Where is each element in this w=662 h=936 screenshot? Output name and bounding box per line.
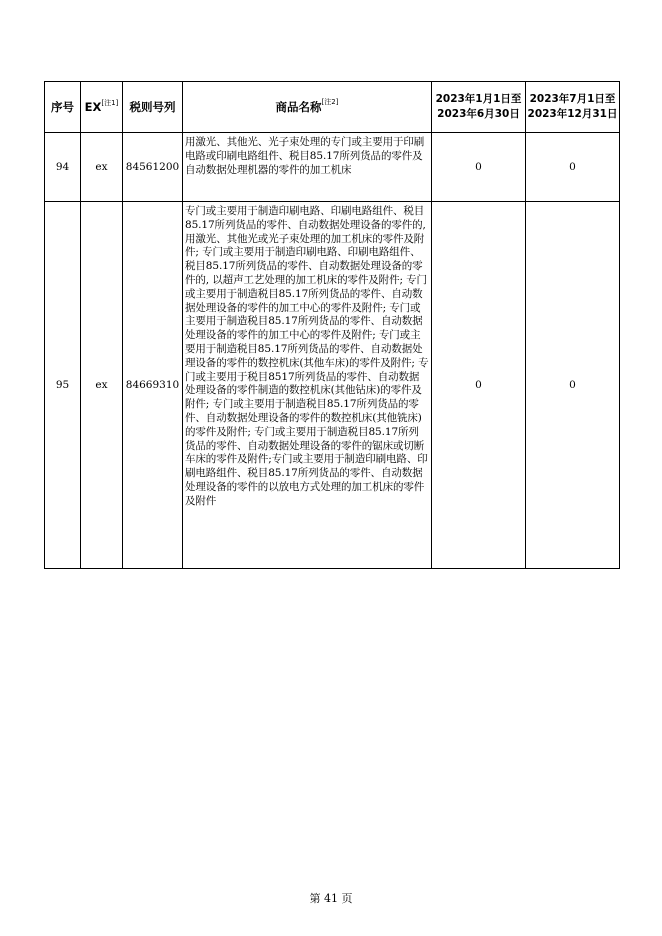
cell-ex: ex: [81, 202, 123, 569]
header-ex-note: [注1]: [101, 99, 119, 107]
cell-seq: 95: [45, 202, 81, 569]
cell-rate1: 0: [432, 133, 526, 202]
cell-seq: 94: [45, 133, 81, 202]
cell-tariff-no: 84561200: [123, 133, 183, 202]
table-row: [45, 202, 620, 569]
cell-name: 专门或主要用于制造印刷电路、印刷电路组件、税目85.17所列货品的零件、自动数据处理设备的零件的,用激光、其他光或光子束处理的加工机床的零件及附件; 专门或主要用于制造印刷电路、印刷电路组件、税目85.17所列货品的零件、自动数据处理设备的零件的, 以超声工艺处理的加工机床的零件及附件; 专门或主要用于制造税目85.17所列货品的零件、自动数据处理设备的零件的加工中心的零件及附件; 专门或主要用于制造税目85.17所列货品的零件、自动数据处理设备的零件的加工中心的零件及附件; 专门或主要用于制造税目85.17所列货品的零件、自动数据处理设备的零件的数控机床(其他车床)的零件及附件; 专门或主要用于税目8517所列货品的零件、自动数据处理设备的零件制造的数控机床(其他钻床)的零件及附件; 专门或主要用于制造税目85.17所列货品的零件、自动数据处理设备的零件的数控机床(其他铣床)的零件及附件; 专门或主要用于制造税目85.17所列货品的零件、自动数据处理设备的零件的锯床或切断车床的零件及附件;专门或主要用于制造印刷电路、印刷电路组件、税目85.17所列货品的零件、自动数据处理设备的零件的以放电方式处理的加工机床的零件及附件: [183, 202, 432, 569]
header-name: 商品名称[注2]: [183, 82, 432, 133]
cell-tariff-no: 84669310: [123, 202, 183, 569]
cell-rate2: 0: [526, 133, 620, 202]
tariff-table: [44, 81, 620, 569]
header-ex: EX[注1]: [81, 82, 123, 133]
page-number: 第 41 页: [309, 892, 353, 905]
cell-rate2: 0: [526, 202, 620, 569]
header-name-note: [注2]: [321, 98, 339, 106]
cell-name: 用激光、其他光、光子束处理的专门或主要用于印刷电路或印刷电路组件、税目85.17所列货品的零件及自动数据处理机器的零件的加工机床: [183, 133, 432, 202]
header-period1: 2023年1月1日至 2023年6月30日: [432, 82, 526, 133]
header-tariff-no: 税则号列: [123, 82, 183, 133]
table-row: [45, 133, 620, 202]
cell-rate1: 0: [432, 202, 526, 569]
header-seq: 序号: [45, 82, 81, 133]
cell-ex: ex: [81, 133, 123, 202]
header-period2: 2023年7月1日至 2023年12月31日: [526, 82, 620, 133]
header-row: [45, 82, 620, 133]
